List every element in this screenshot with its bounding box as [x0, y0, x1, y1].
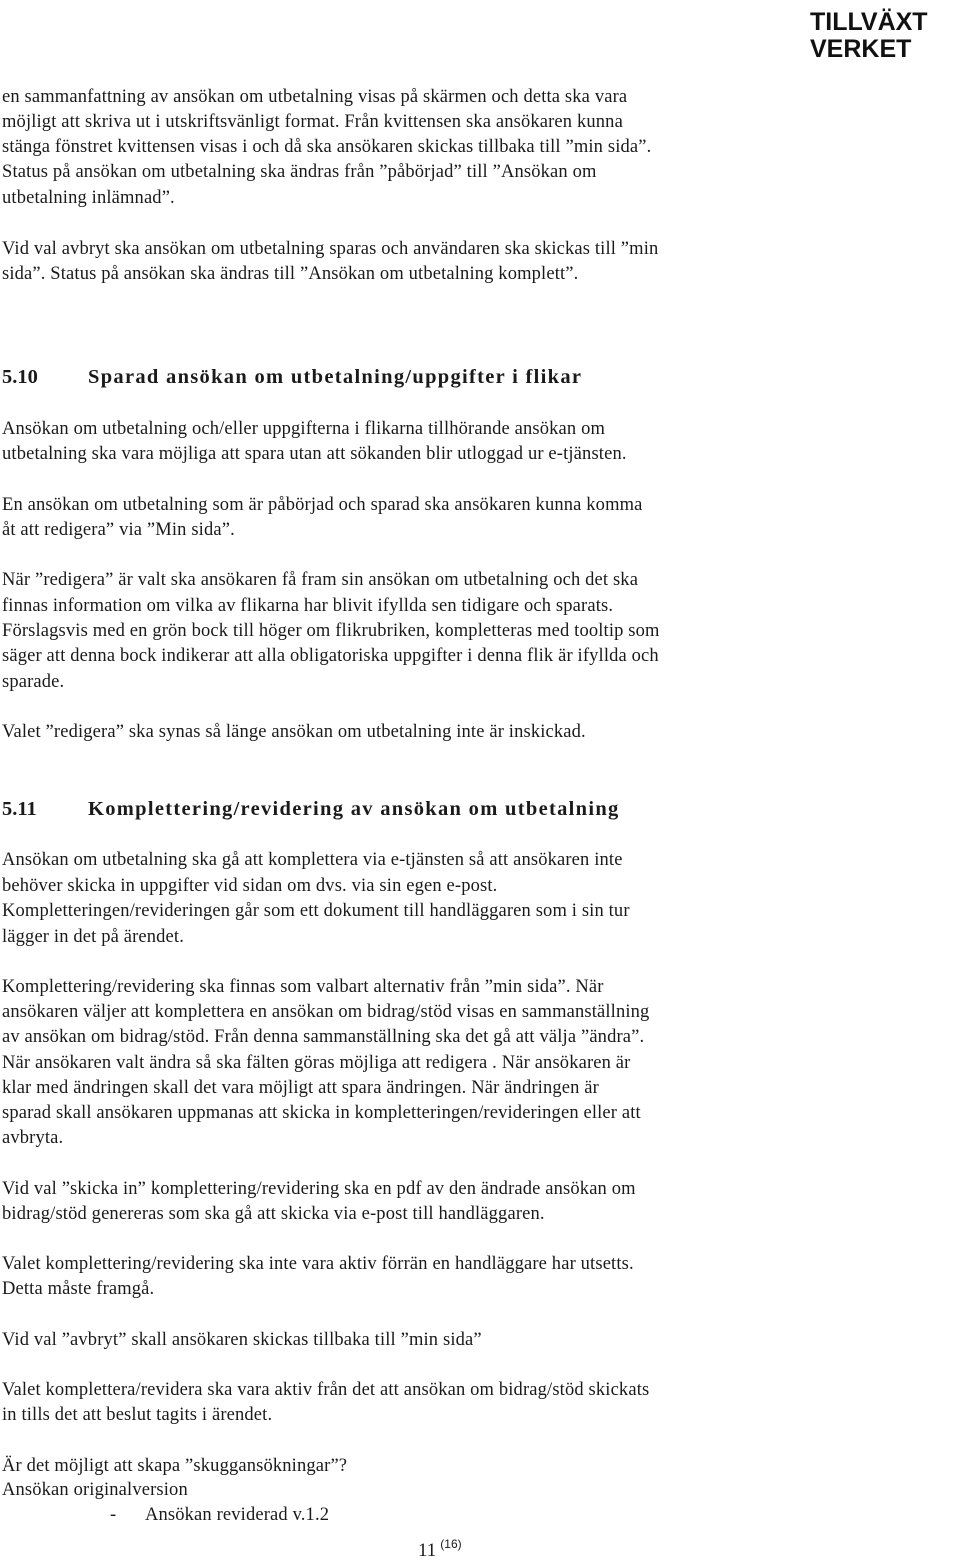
body-line: En ansökan om utbetalning som är påbörjad och sparad ska ansökaren kunna komma [2, 495, 643, 515]
body-line: säger att denna bock indikerar att alla obligatoriska uppgifter i denna flik är ifyllda och [2, 646, 659, 666]
body-line: Valet komplettering/revidering ska inte vara aktiv förrän en handläggare har utsetts. [2, 1254, 634, 1274]
body-line: Status på ansökan om utbetalning ska ändras från ”påbörjad” till ”Ansökan om [2, 162, 597, 182]
page-total: (16) [440, 1537, 462, 1551]
bullet-text: Ansökan reviderad v.1.2 [145, 1505, 330, 1525]
section-number: 5.10 [2, 366, 38, 388]
body-line: Komplettering/revidering ska finnas som valbart alternativ från ”min sida”. När [2, 977, 604, 997]
body-line: av ansökan om bidrag/stöd. Från denna sammanställning ska det gå att välja ”ändra”. [2, 1027, 645, 1047]
body-line: När ”redigera” är valt ska ansökaren få fram sin ansökan om utbetalning och det ska [2, 570, 639, 590]
body-line: Är det möjligt att skapa ”skuggansökningar”? [2, 1456, 348, 1476]
body-line: möjligt att skriva ut i utskriftsvänligt format. Från kvittensen ska ansökaren kunna [2, 112, 623, 132]
section-title: Sparad ansökan om utbetalning/uppgifter i flikar [88, 366, 583, 388]
body-line: utbetalning ska vara möjliga att spara utan att sökanden blir utloggad ur e-tjänsten. [2, 444, 627, 464]
logo-mark [806, 4, 956, 62]
body-line: Valet ”redigera” ska synas så länge ansökan om utbetalning inte är inskickad. [2, 722, 586, 742]
section-title: Komplettering/revidering av ansökan om utbetalning [88, 798, 620, 820]
body-line: Förslagsvis med en grön bock till höger om flikrubriken, kompletteras med tooltip som [2, 621, 660, 641]
body-line: behöver skicka in uppgifter vid sidan om dvs. via sin egen e-post. [2, 876, 498, 896]
logo-line2: VERKET [810, 35, 912, 62]
body-line: Ansökan originalversion [2, 1480, 188, 1500]
body-line: Kompletteringen/revideringen går som ett dokument till handläggaren som i sin tur [2, 901, 630, 921]
page-number [418, 1537, 462, 1562]
body-line: klar med ändringen skall det vara möjligt att spara ändringen. När ändringen är [2, 1078, 599, 1098]
body-line: en sammanfattning av ansökan om utbetalning visas på skärmen och detta ska vara [2, 87, 628, 107]
logo-line1: TILLVÄXT [810, 8, 928, 36]
body-line: ansökaren väljer att komplettera en ansökan om bidrag/stöd visas en sammanställning [2, 1002, 650, 1022]
body-line: Ansökan om utbetalning ska gå att komplettera via e-tjänsten så att ansökaren inte [2, 850, 623, 870]
body-line: sparad skall ansökaren uppmanas att skicka in kompletteringen/revideringen eller att [2, 1103, 641, 1123]
body-line: åt att redigera” via ”Min sida”. [2, 520, 235, 540]
section-heading-5-10 [2, 365, 582, 389]
page-current: 11 [418, 1540, 437, 1561]
body-line: utbetalning inlämnad”. [2, 188, 175, 208]
body-line: Vid val avbryt ska ansökan om utbetalning sparas och användaren ska skickas till ”min [2, 239, 659, 259]
body-line: sida”. Status på ansökan ska ändras till ”Ansökan om utbetalning komplett”. [2, 264, 579, 284]
body-line: avbryta. [2, 1128, 64, 1148]
section-number: 5.11 [2, 798, 37, 820]
body-line: Vid val ”avbryt” skall ansökaren skickas tillbaka till ”min sida” [2, 1330, 482, 1350]
body-line: Vid val ”skicka in” komplettering/revidering ska en pdf av den ändrade ansökan om [2, 1179, 636, 1199]
body-line: När ansökaren valt ändra så ska fälten göras möjliga att redigera . När ansökaren är [2, 1053, 631, 1073]
bullet-dash: - [110, 1505, 117, 1525]
body-line: bidrag/stöd genereras som ska gå att skicka via e-post till handläggaren. [2, 1204, 545, 1224]
body-line: Valet komplettera/revidera ska vara aktiv från det att ansökan om bidrag/stöd skickats [2, 1380, 650, 1400]
body-line: in tills det att beslut tagits i ärendet. [2, 1405, 273, 1425]
body-line: lägger in det på ärendet. [2, 927, 184, 947]
tillvaxtverket-logo [806, 4, 956, 62]
body-line: sparade. [2, 672, 65, 692]
bullet-item [2, 1504, 329, 1526]
section-heading-5-11 [2, 797, 620, 821]
body-line: stänga fönstret kvittensen visas i och då ska ansökaren skickas tillbaka till ”min sida”. [2, 137, 652, 157]
body-line: Ansökan om utbetalning och/eller uppgifterna i flikarna tillhörande ansökan om [2, 419, 606, 439]
body-line: finnas information om vilka av flikarna har blivit ifyllda sen tidigare och sparats. [2, 596, 614, 616]
body-line: Detta måste framgå. [2, 1279, 155, 1299]
